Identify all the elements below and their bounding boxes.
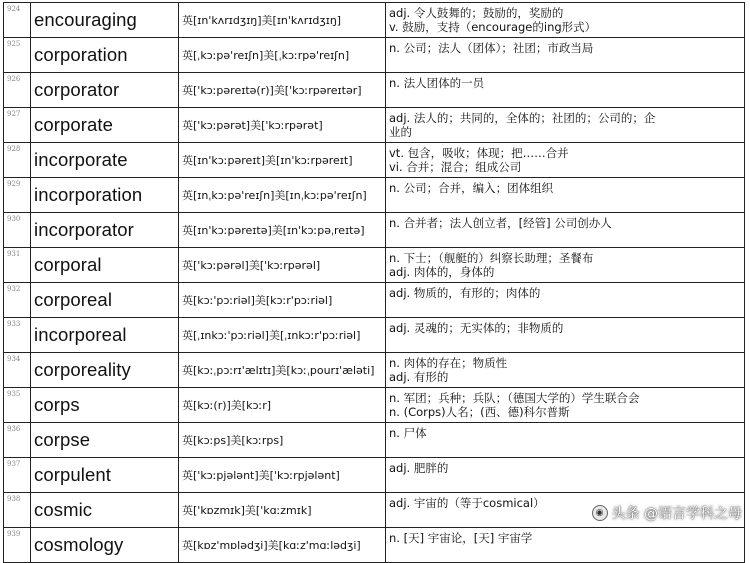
definition-line: adj. 宇宙的（等于cosmical）: [389, 496, 545, 510]
word: cosmology: [31, 528, 179, 563]
row-number-cell: [4, 353, 31, 388]
definition-line: n. 军团；兵种；兵队；（德国大学的）学生联合会: [389, 391, 640, 405]
definition-line: adj. 法人的；共同的，全体的；社团的；公司的；企: [389, 111, 656, 125]
word: incorporate: [31, 143, 179, 178]
definition-line: n. 合并者；法人创立者，[经管] 公司创办人: [389, 216, 612, 230]
word: incorporation: [31, 178, 179, 213]
row-number: 935: [7, 390, 21, 398]
row-number: 934: [7, 355, 21, 363]
phonetic: 英[kɔːps]美[kɔːrps]: [179, 423, 386, 458]
phonetic: 英[kɔː(r)]美[kɔːr]: [179, 388, 386, 423]
table-row: [4, 3, 745, 38]
word: corporal: [31, 248, 179, 283]
row-number-cell: [4, 318, 31, 353]
table-row: [4, 458, 745, 493]
watermark-text: 头条 @语言学科之母: [611, 506, 742, 522]
word: incorporeal: [31, 318, 179, 353]
row-number: 928: [7, 145, 21, 153]
word: corporator: [31, 73, 179, 108]
definition-cell: [386, 248, 745, 283]
definition-line: n. 肉体的存在；物质性: [389, 356, 508, 370]
phonetic: 英['kɒzmɪk]美['kɑːzmɪk]: [179, 493, 386, 528]
phonetic: 英[kɔːˌpɔːrɪ'ælɪtɪ]美[kɔːˌpourɪ'æləti]: [179, 353, 386, 388]
definition-line: adj. 物质的，有形的；肉体的: [389, 286, 541, 300]
table-row: [4, 178, 745, 213]
definition-cell: [386, 178, 745, 213]
row-number-cell: [4, 528, 31, 563]
table-row: [4, 38, 745, 73]
definition-cell: [386, 318, 745, 353]
row-number-cell: [4, 458, 31, 493]
definition-line: adj. 肉体的，身体的: [389, 265, 495, 279]
row-number-cell: [4, 3, 31, 38]
table-row: [4, 73, 745, 108]
word: corpulent: [31, 458, 179, 493]
row-number-cell: [4, 283, 31, 318]
row-number: 939: [7, 530, 21, 538]
definition-cell: [386, 353, 745, 388]
table-row: [4, 283, 745, 318]
table-row: [4, 108, 745, 143]
table-row: [4, 248, 745, 283]
phonetic: 英['kɔːpərəl]美['kɔːrpərəl]: [179, 248, 386, 283]
word: incorporator: [31, 213, 179, 248]
row-number-cell: [4, 38, 31, 73]
phonetic: 英[ɪnˌkɔːpə'reɪʃn]美[ɪnˌkɔːpə'reɪʃn]: [179, 178, 386, 213]
definition-cell: [386, 388, 745, 423]
camera-icon: ◉: [592, 505, 608, 521]
row-number-cell: [4, 73, 31, 108]
definition-line: n. [天] 宇宙论，[天] 宇宙学: [389, 531, 533, 545]
phonetic: 英[kɒz'mɒlədʒi]美[kɑːz'mɑːlədʒi]: [179, 528, 386, 563]
table-row: [4, 213, 745, 248]
definition-cell: [386, 143, 745, 178]
table-row: [4, 353, 745, 388]
phonetic: 英[ɪn'kɔːpəreɪtə]美[ɪn'kɔːpəˌreɪtə]: [179, 213, 386, 248]
table-row: [4, 318, 745, 353]
definition-line: n. 下士；（舰艇的）纠察长助理；圣餐布: [389, 251, 594, 265]
definition-cell: [386, 108, 745, 143]
definition-line: n. 尸体: [389, 426, 427, 440]
definition-line: 业的: [389, 125, 412, 139]
row-number-cell: [4, 493, 31, 528]
row-number: 930: [7, 215, 21, 223]
definition-line: adj. 肥胖的: [389, 461, 449, 475]
table-row: [4, 528, 745, 563]
word: corpse: [31, 423, 179, 458]
definition-cell: [386, 73, 745, 108]
row-number-cell: [4, 388, 31, 423]
row-number: 926: [7, 75, 21, 83]
row-number: 938: [7, 495, 21, 503]
definition-line: vi. 合并；混合；组成公司: [389, 160, 522, 174]
watermark: [592, 503, 742, 523]
definition-cell: [386, 528, 745, 563]
row-number-cell: [4, 178, 31, 213]
definition-cell: [386, 3, 745, 38]
row-number: 933: [7, 320, 21, 328]
phonetic: 英['kɔːpəreɪtə(r)]美['kɔːrpəreɪtər]: [179, 73, 386, 108]
phonetic: 英[ˌkɔːpə'reɪʃn]美[ˌkɔːrpə'reɪʃn]: [179, 38, 386, 73]
row-number: 932: [7, 285, 21, 293]
definition-line: n. 法人团体的一员: [389, 76, 485, 90]
definition-line: adj. 有形的: [389, 370, 449, 384]
row-number-cell: [4, 423, 31, 458]
row-number: 931: [7, 250, 21, 258]
word: encouraging: [31, 3, 179, 38]
definition-line: n. 公司；合并，编入；团体组织: [389, 181, 554, 195]
definition-cell: [386, 458, 745, 493]
definition-line: n. 公司；法人（团体）；社团；市政当局: [389, 41, 594, 55]
row-number: 929: [7, 180, 21, 188]
definition-line: adj. 令人鼓舞的；鼓励的，奖励的: [389, 6, 564, 20]
word: corporeal: [31, 283, 179, 318]
phonetic: 英[ɪn'kʌrɪdʒɪŋ]美[ɪn'kʌrɪdʒɪŋ]: [179, 3, 386, 38]
definition-cell: [386, 38, 745, 73]
row-number-cell: [4, 248, 31, 283]
row-number: 927: [7, 110, 21, 118]
table-row: [4, 143, 745, 178]
phonetic: 英[kɔː'pɔːriəl]美[kɔːr'pɔːriəl]: [179, 283, 386, 318]
phonetic: 英['kɔːpərət]美['kɔːrpərət]: [179, 108, 386, 143]
definition-cell: [386, 423, 745, 458]
definition-line: vt. 包含，吸收；体现；把……合并: [389, 146, 569, 160]
definition-line: n. (Corps)人名；(西、德)科尔普斯: [389, 405, 570, 419]
row-number: 936: [7, 425, 21, 433]
phonetic: 英[ˌɪnkɔː'pɔːriəl]美[ˌɪnkɔːr'pɔːriəl]: [179, 318, 386, 353]
phonetic: 英['kɔːpjələnt]美['kɔːrpjələnt]: [179, 458, 386, 493]
row-number-cell: [4, 143, 31, 178]
vocabulary-table: [3, 2, 745, 563]
table-row: [4, 388, 745, 423]
row-number: 937: [7, 460, 21, 468]
definition-line: adj. 灵魂的；无实体的；非物质的: [389, 321, 564, 335]
definition-cell: [386, 283, 745, 318]
word: cosmic: [31, 493, 179, 528]
row-number-cell: [4, 213, 31, 248]
phonetic: 英[ɪn'kɔːpəreɪt]美[ɪn'kɔːrpəreɪt]: [179, 143, 386, 178]
word: corps: [31, 388, 179, 423]
definition-cell: [386, 213, 745, 248]
row-number: 925: [7, 40, 21, 48]
table-row: [4, 423, 745, 458]
word: corporeality: [31, 353, 179, 388]
definition-line: v. 鼓励，支持（encourage的ing形式）: [389, 20, 597, 34]
word: corporate: [31, 108, 179, 143]
row-number-cell: [4, 108, 31, 143]
word: corporation: [31, 38, 179, 73]
row-number: 924: [7, 5, 21, 13]
